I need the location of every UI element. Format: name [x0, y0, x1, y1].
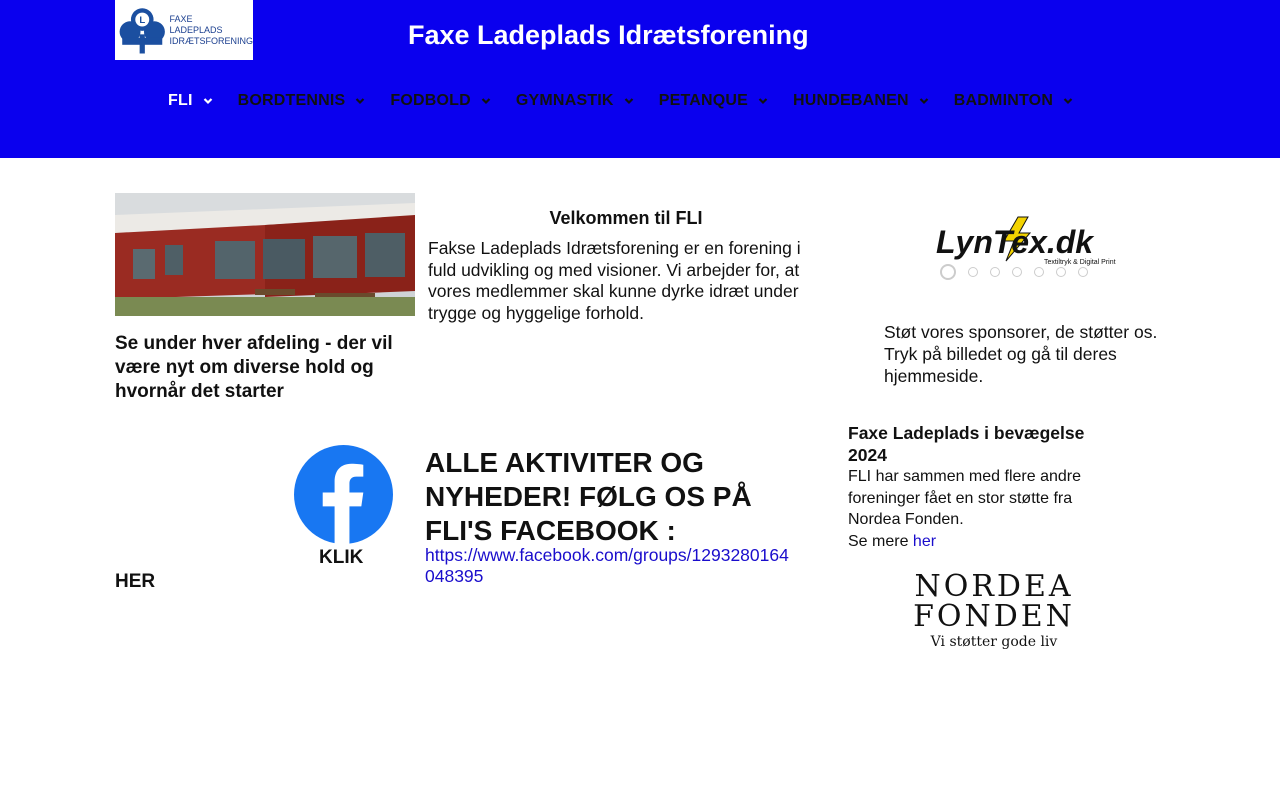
carousel-dot[interactable] — [1034, 267, 1044, 277]
chevron-down-icon — [624, 96, 634, 106]
nav-label: BADMINTON — [953, 92, 1054, 109]
nav-item-hundebanen[interactable] — [793, 92, 929, 110]
nav-item-badminton[interactable] — [954, 92, 1073, 110]
chevron-down-icon — [481, 96, 491, 106]
left-heading: Se under hver afdeling - der vil være nyt om diverse hold og hvornår det starter — [115, 333, 393, 402]
chevron-down-icon — [203, 96, 213, 106]
nav-label: BORDTENNIS — [237, 92, 346, 109]
nordea-fonden-logo[interactable] — [904, 569, 1084, 654]
carousel-dot[interactable] — [940, 264, 956, 280]
nav-label: FLI — [168, 92, 193, 109]
nav-label: GYMNASTIK — [515, 92, 614, 109]
bevaegelse-title: Faxe Ladeplads i bevægelse 2024 — [848, 423, 1085, 465]
logo-text-line: FAXE — [169, 13, 193, 24]
chevron-down-icon — [758, 96, 768, 106]
sponsor-text-line: Støt vores sponsorer, de støtter os. — [884, 322, 1158, 342]
bevaegelse-body: FLI har sammen med flere andre foreninger fået en stor støtte fra Nordea Fonden. — [848, 468, 1081, 528]
svg-text:L: L — [139, 15, 146, 27]
nav-label: HUNDEBANEN — [793, 92, 909, 109]
carousel-dot[interactable] — [1012, 267, 1022, 277]
nav-item-gymnastik[interactable] — [516, 92, 634, 110]
bevaegelse-text — [848, 466, 1128, 552]
nordea-logo-line: FONDEN — [913, 599, 1075, 634]
nav-label: FODBOLD — [390, 92, 471, 109]
chevron-down-icon — [355, 96, 365, 106]
facebook-group-link[interactable]: https://www.facebook.com/groups/1293280164048395 — [425, 545, 789, 586]
chevron-down-icon — [1063, 96, 1073, 106]
logo-text-line: IDRÆTSFORENING — [169, 35, 253, 46]
se-mere-label: Se mere — [848, 532, 913, 550]
carousel-dot[interactable] — [968, 267, 978, 277]
welcome-text: Fakse Ladeplads Idrætsforening er en forening i fuld udvikling og med visioner. Vi arbejder for, at vores medlemmer skal kunne dyrke idræt under trygge og hyggelige forhold. — [428, 238, 801, 323]
clubhouse-photo — [115, 193, 415, 316]
sponsor-logo-text: LynTex.dk — [936, 224, 1094, 260]
club-logo[interactable] — [115, 0, 253, 60]
carousel-dots — [940, 264, 1088, 280]
her-link[interactable]: her — [912, 532, 937, 550]
nav-item-fli[interactable] — [168, 92, 213, 110]
nav-item-petanque[interactable] — [659, 92, 768, 110]
site-header — [0, 0, 1280, 158]
carousel-dot[interactable] — [1056, 267, 1066, 277]
lyntex-sponsor-logo[interactable] — [934, 215, 1116, 267]
main-nav — [168, 92, 1098, 110]
facebook-heading: ALLE AKTIVITER OG NYHEDER! FØLG OS PÅ FLI'S FACEBOOK : — [425, 447, 752, 546]
her-label[interactable]: HER — [115, 571, 156, 592]
logo-text-line: LADEPLADS — [169, 24, 223, 35]
carousel-dot[interactable] — [990, 267, 1000, 277]
chevron-down-icon — [919, 96, 929, 106]
sponsor-text-line: Tryk på billedet og gå til deres hjemmeside. — [884, 344, 1117, 386]
site-title: Faxe Ladeplads Idrætsforening — [408, 20, 809, 50]
nav-label: PETANQUE — [658, 92, 749, 109]
nordea-logo-tagline: Vi støtter gode liv — [930, 634, 1058, 650]
welcome-title: Velkommen til FLI — [549, 208, 703, 228]
facebook-icon[interactable] — [294, 445, 393, 544]
sponsor-logo-subtext: Textiltryk & Digital Print — [1044, 259, 1116, 266]
nordea-logo-line: NORDEA — [914, 569, 1074, 604]
klik-label[interactable]: KLIK — [319, 547, 364, 568]
sponsor-text — [884, 321, 1174, 387]
nav-item-fodbold[interactable] — [390, 92, 491, 110]
cloverleaf-logo-icon — [117, 1, 167, 59]
carousel-dot[interactable] — [1078, 267, 1088, 277]
nav-item-bordtennis[interactable] — [238, 92, 366, 110]
